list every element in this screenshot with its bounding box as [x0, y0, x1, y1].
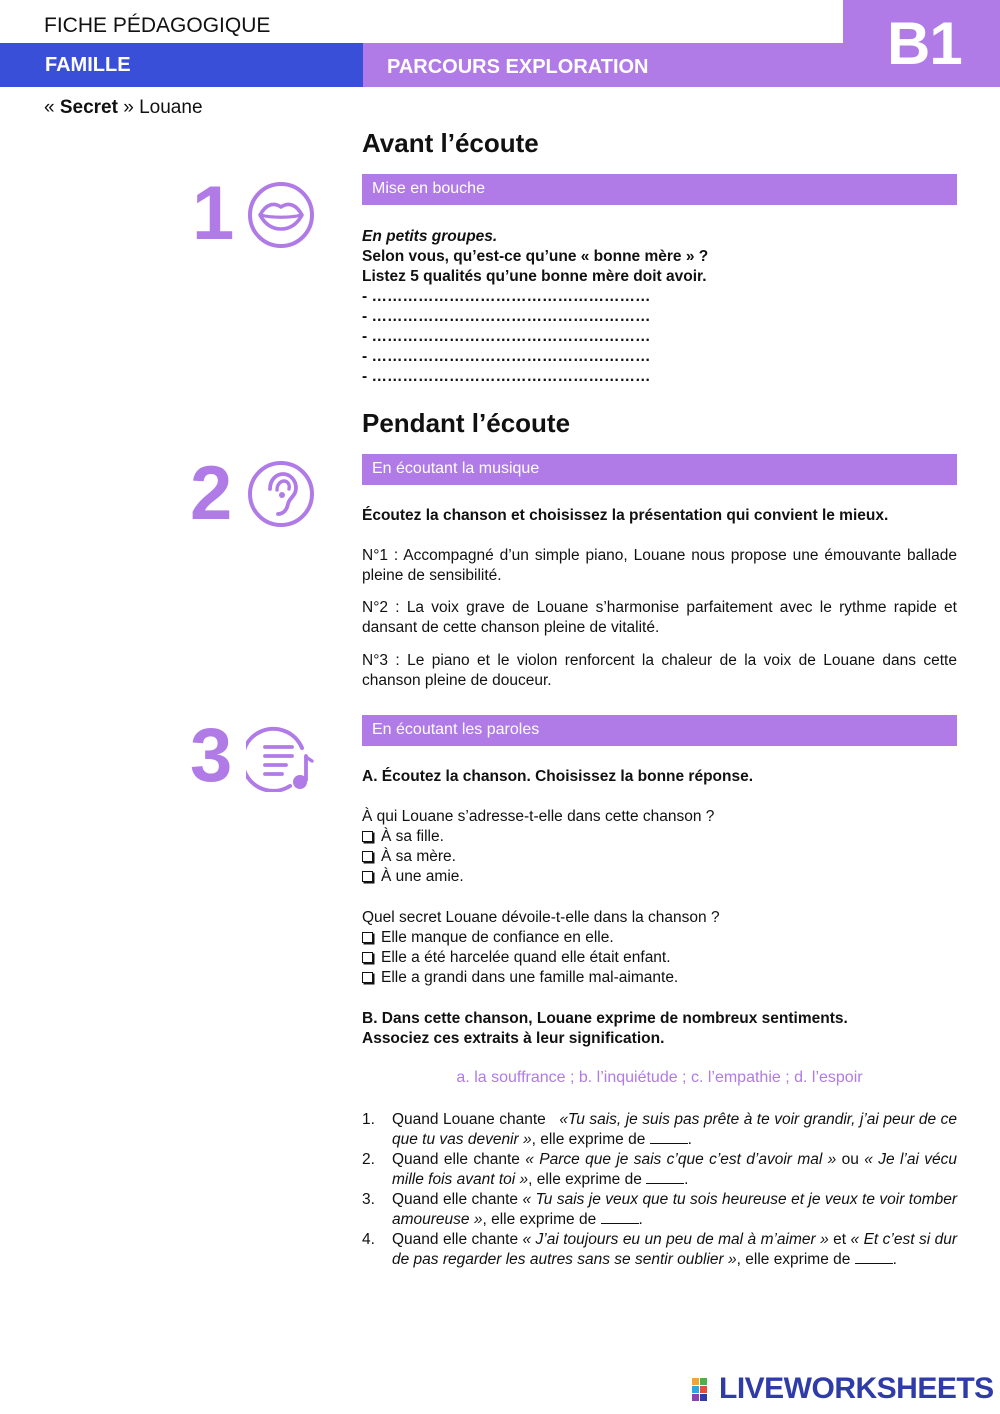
theme-label: FAMILLE	[45, 54, 131, 76]
answer-blank[interactable]	[650, 1132, 688, 1144]
meanings-list: a. la souffrance ; b. l’inquiétude ; c. l’empathie ; d. l’espoir	[456, 1069, 863, 1086]
lyrics-music-icon	[246, 722, 316, 792]
list-item: 2. Quand elle chante « Parce que je sais c’que c’est d’avoir mal » ou « Je l’ai vécu mille fois avant toi », elle exprime de .	[362, 1151, 958, 1188]
choice-item[interactable]: À sa fille.	[362, 827, 957, 847]
checkbox[interactable]	[362, 932, 373, 943]
checkbox[interactable]	[362, 952, 373, 963]
answer-line[interactable]: - ………………………………………………	[362, 308, 651, 325]
section-heading-avant: Avant l’écoute	[362, 128, 539, 158]
level-badge	[843, 0, 1000, 87]
checkbox[interactable]	[362, 972, 373, 983]
liveworksheets-brand[interactable]: LIVEWORKSHEETS	[719, 1372, 994, 1405]
theme-banner	[0, 43, 363, 87]
presentation-option-1[interactable]: N°1 : Accompagné d’un simple piano, Louane nous propose une émouvante ballade pleine de sensibilité.	[362, 547, 957, 584]
activity-bar-3-label: En écoutant les paroles	[372, 721, 540, 738]
activity-2-instruction: Écoutez la chanson et choisissez la présentation qui convient le mieux.	[362, 507, 889, 524]
liveworksheets-logo-icon	[692, 1378, 716, 1402]
activity-bar-1-label: Mise en bouche	[372, 180, 485, 197]
presentation-option-3[interactable]: N°3 : Le piano et le violon renforcent la chaleur de la voix de Louane dans cette chanson pleine de douceur.	[362, 652, 957, 689]
list-item: 3. Quand elle chante « Tu sais je veux que tu sois heureuse et je veux te voir tomber amoureuse », elle exprime de .	[362, 1191, 958, 1228]
activity-number-2: 2	[190, 451, 233, 536]
presentation-option-2[interactable]: N°2 : La voix grave de Louane s’harmonise parfaitement avec le rythme rapide et dansant de cette chanson pleine de vitalité.	[362, 599, 957, 636]
question-a2-text: Quel secret Louane dévoile-t-elle dans la chanson ?	[362, 909, 720, 926]
association-list	[362, 1110, 957, 1270]
answer-line[interactable]: - ………………………………………………	[362, 368, 651, 385]
activity-bar-2	[362, 454, 957, 485]
section-heading-pendant: Pendant l’écoute	[362, 408, 571, 438]
question-a1-text: À qui Louane s’adresse-t-elle dans cette chanson ?	[362, 808, 715, 825]
activity-1-question-1: Selon vous, qu’est-ce qu’une « bonne mère » ?	[362, 248, 709, 265]
checkbox[interactable]	[362, 871, 373, 882]
song-title: Secret	[59, 97, 118, 118]
answer-line[interactable]: - ………………………………………………	[362, 328, 651, 345]
document-type-label: FICHE PÉDAGOGIQUE	[44, 14, 271, 37]
parcours-label: PARCOURS EXPLORATION	[387, 56, 649, 78]
activity-bar-1	[362, 174, 957, 205]
choice-item[interactable]: Elle manque de confiance en elle.	[362, 928, 957, 948]
answer-line[interactable]: - ………………………………………………	[362, 288, 651, 305]
activity-bar-3	[362, 715, 957, 746]
song-reference: « Secret » Louane	[44, 97, 203, 118]
question-a1	[362, 807, 957, 887]
list-item: 4. Quand elle chante « J’ai toujours eu un peu de mal à m’aimer » et « Et c’est si dur de pas regarder les autres sans se sentir oublier », elle exprime de .	[362, 1231, 958, 1268]
answer-blank[interactable]	[855, 1252, 893, 1264]
answer-blank[interactable]	[646, 1172, 684, 1184]
activity-1-question-2: Listez 5 qualités qu’une bonne mère doit avoir.	[362, 268, 707, 285]
part-a-instruction: A. Écoutez la chanson. Choisissez la bonne réponse.	[362, 768, 754, 785]
question-a2	[362, 908, 957, 988]
activity-bar-2-label: En écoutant la musique	[372, 460, 540, 477]
song-artist: Louane	[133, 97, 203, 118]
answer-blank[interactable]	[601, 1212, 639, 1224]
mouth-icon	[246, 180, 316, 250]
activity-1-instruction: En petits groupes.	[362, 228, 498, 245]
choice-item[interactable]: Elle a grandi dans une famille mal-aimante.	[362, 968, 957, 988]
activity-number-3: 3	[190, 713, 233, 798]
level-label: B1	[887, 10, 962, 77]
checkbox[interactable]	[362, 831, 373, 842]
choice-item[interactable]: Elle a été harcelée quand elle était enfant.	[362, 948, 957, 968]
ear-icon	[246, 459, 316, 529]
part-b-instruction: B. Dans cette chanson, Louane exprime de nombreux sentiments. Associez ces extraits à leur signification.	[362, 1010, 848, 1047]
choice-item[interactable]: À sa mère.	[362, 847, 957, 867]
checkbox[interactable]	[362, 851, 373, 862]
choice-item[interactable]: À une amie.	[362, 867, 957, 887]
answer-line[interactable]: - ………………………………………………	[362, 348, 651, 365]
activity-number-1: 1	[192, 171, 235, 256]
list-item: 1. Quand Louane chante «Tu sais, je suis pas prête à te voir grandir, j’ai peur de ce que tu vas devenir », elle exprime de .	[362, 1111, 957, 1148]
activity-1-content	[362, 227, 957, 387]
